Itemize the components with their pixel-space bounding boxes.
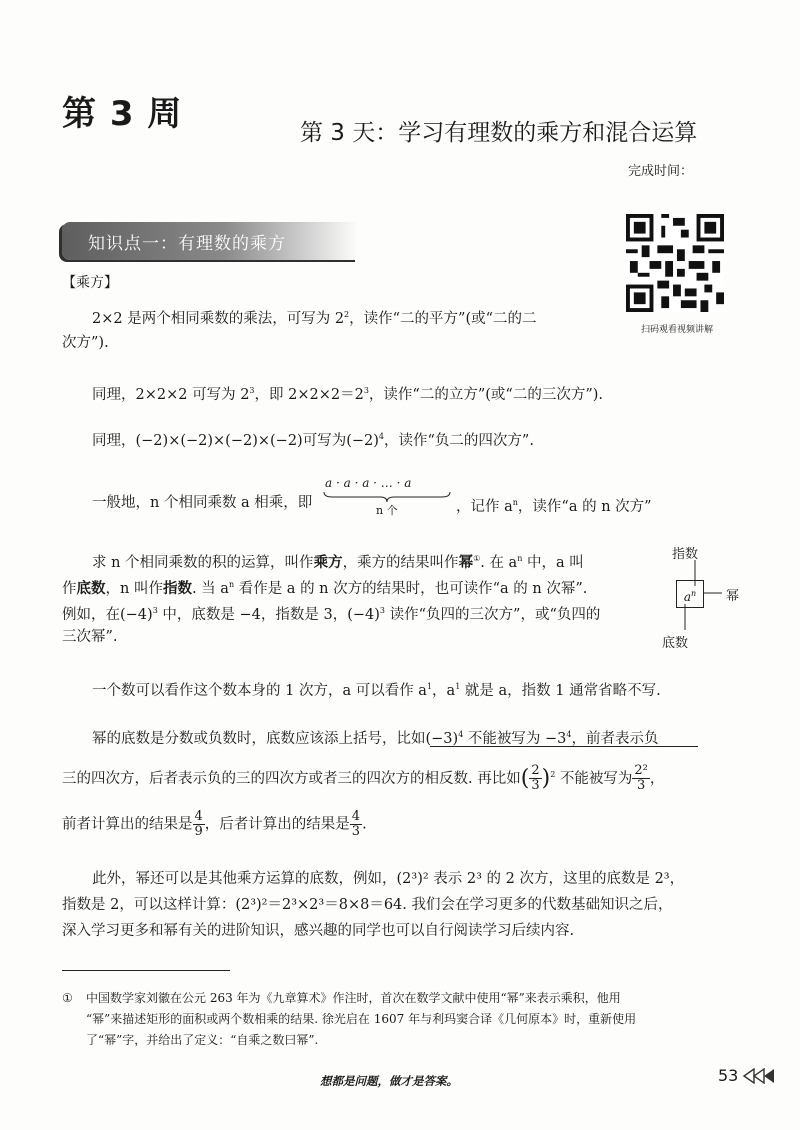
para1-line2: 次方”). [62,335,109,351]
para7-line1: 幂的底数是分数或负数时，底数应该添上括号，比如$(-3)^4$ 不能被写为 $-3^4$，前者表示负 [92,730,659,747]
completion-time-label: 完成时间： [628,164,694,179]
para8-line1: 此外，幂还可以是其他乘方运算的底数，例如，(2³)² 表示 2³ 的 2 次方，这里的底数是 2³， [92,871,685,887]
section-label: 【乘方】 [62,275,118,291]
para5-line3: 例如，在$(-4)^3$ 中，底数是 −4，指数是 3，$(-4)^3$ 读作“负四的三次方”，或“负四的 [62,606,601,623]
footnote-divider [62,970,230,971]
brace-bottom: n 个 [376,504,398,517]
knowledge-point-banner [62,222,358,260]
para5-line1: 求 n 个相同乘数的积的运算，叫作乘方，乘方的结果叫作幂①. 在 $a^n$ 中，a 叫 [92,553,584,571]
knowledge-point-title: 知识点一：有理数的乘方 [88,234,286,254]
para3: 同理，(−2)×(−2)×(−2)×(−2)可写为$(-2)^4$，读作“负二的四次方”. [92,432,534,449]
diagram-base-label: 底数 [662,636,689,651]
qr-code-icon[interactable] [626,214,724,312]
para8-line3: 深入学习更多和幂有关的进阶知识，感兴趣的同学也可以自行阅读学习后续内容. [62,923,575,939]
para7-line3: 前者计算出的结果是 $\frac{4}{9}$ ，后者计算出的结果是 $\frac{4}{3}$ . [62,809,367,839]
diagram-power-label: 幂 [726,589,740,604]
para7-line2: 三的四次方，后者表示负的三的四次方或者三的四次方的相反数. 再比如( $\frac{2}{3}$ )$^2$ 不能被写为 $\frac{\text{2²}}{3}$ ， [62,763,665,794]
para6: 一个数可以看作这个数本身的 1 次方，a 可以看作 $a^1$，$a^1$ 就是 a，指数 1 通常省略不写. [92,682,661,699]
para2: 同理，2×2×2 可写为 $2^3$，即 $2\times 2\times 2=2^3$，读作“二的立方”(或“二的三次方”). [92,386,603,403]
qr-caption: 扫码观看视频讲解 [640,325,713,335]
para8-line2: 指数是 2，可以这样计算：(2³)²＝2³×2³＝8×8＝64. 我们会在学习更多的代数基础知识之后， [62,897,673,913]
para4-text-left: 一般地，n 个相同乘数 a 相乘，即 [92,495,313,511]
diagram-box: $a^n$ [676,580,704,608]
diagram-exponent-label: 指数 [672,547,699,562]
para5-line2: 作底数，n 叫作指数. 当 $a^n$ 看作是 a 的 n 次方的结果时，也可读作“a 的 n 次幂”. [62,579,588,597]
day-title: 第 3 天：学习有理数的乘方和混合运算 [300,120,698,146]
arrows-left-icon [742,1068,776,1084]
footnote-mark: ① [62,991,73,1005]
emphasis-underline [430,745,698,747]
para5-line4: 三次幂”. [62,629,118,645]
brace-top: a · a · a · … · a [325,476,412,490]
para4-text-right: ，记作 $a^n$，读作“a 的 n 次方” [456,498,652,515]
page-number: 53 [718,1066,739,1085]
footnote-line3: 了“幂”字，并给出了定义：“自乘之数曰幂”. [86,1033,319,1047]
week-title: 第 3 周 [62,94,183,134]
para1-line1: 2×2 是两个相同乘数的乘法，可写为 $2^2$，读作“二的平方”(或“二的二 [92,310,537,327]
diagram-lines [676,560,756,632]
footnote-line1: 中国数学家刘徽在公元 263 年为《九章算术》作注时，首次在数学文献中使用“幂”来表示乘积，他用 [86,991,621,1005]
footer-motto: 想都是问题，做才是答案。 [320,1074,458,1088]
footnote-line2: “幂”来描述矩形的面积或两个数相乘的结果. 徐光启在 1607 年与利玛窦合译《几何原本》时，重新使用 [86,1012,637,1026]
